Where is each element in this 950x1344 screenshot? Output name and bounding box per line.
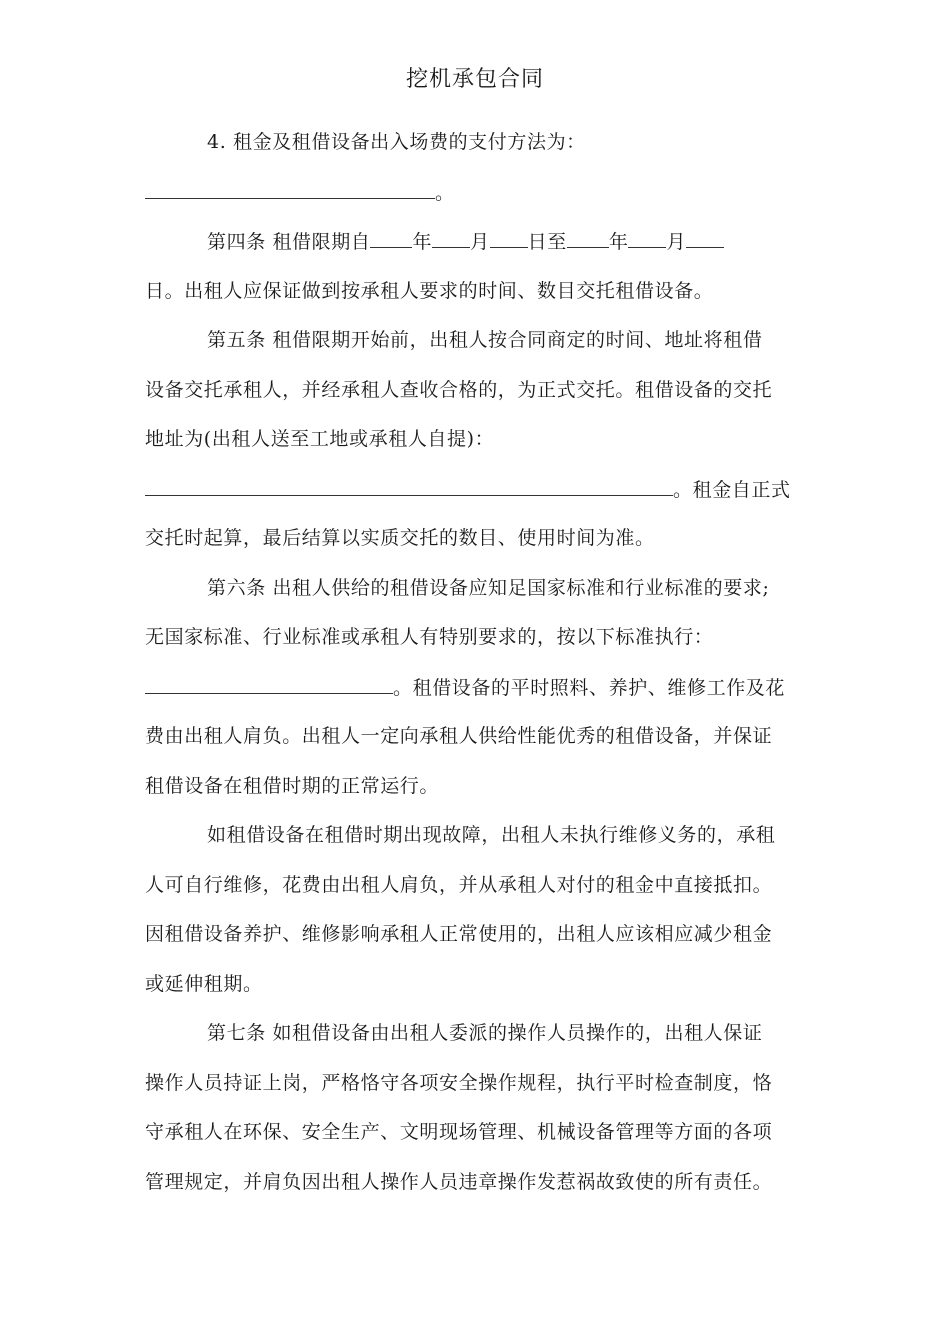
line-text: 月	[666, 230, 687, 253]
line-text: 第四条 租借限期自	[207, 230, 371, 253]
body-line	[145, 1167, 772, 1194]
line-text: 无国家标准、行业标准或承租人有特别要求的，按以下标准执行：	[145, 626, 714, 648]
body-line	[145, 622, 713, 649]
body-line	[145, 672, 785, 700]
fill-in-blank	[145, 177, 435, 199]
document-title: 挖机承包合同	[405, 67, 544, 92]
body-line	[145, 1068, 772, 1095]
line-text: 设备交托承租人，并经承租人查收合格的，为正式交托。租借设备的交托	[145, 379, 773, 401]
body-line	[207, 573, 769, 600]
line-text: 日至	[527, 230, 567, 253]
line-text: 管理规定，并肩负因出租人操作人员违章操作发惹祸故致使的所有责任。	[145, 1171, 773, 1193]
line-text: 日。出租人应保证做到按承租人要求的时间、数目交托租借设备。	[145, 280, 714, 302]
line-text: 第七条 如租借设备由出租人委派的操作人员操作的，出租人保证	[207, 1022, 763, 1044]
line-text: 第五条 租借限期开始前，出租人按合同商定的时间、地址将租借	[207, 329, 763, 351]
body-line	[145, 771, 439, 798]
line-text: 操作人员持证上岗，严格恪守各项安全操作规程，执行平时检查制度，恪	[145, 1072, 773, 1094]
fill-in-blank	[370, 226, 412, 248]
line-text: 4. 租金及租借设备出入场费的支付方法为：	[207, 131, 586, 153]
line-text: 守承租人在环保、安全生产、文明现场管理、机械设备管理等方面的各项	[145, 1121, 773, 1143]
body-line	[207, 127, 586, 154]
body-line	[145, 969, 263, 996]
line-text: 交托时起算，最后结算以实质交托的数目、使用时间为准。	[145, 527, 655, 549]
line-text: 年	[412, 230, 433, 253]
line-text: 或延伸租期。	[145, 973, 263, 995]
body-line	[145, 177, 455, 205]
body-line	[145, 523, 655, 550]
body-line	[145, 919, 772, 946]
line-text: 租借设备在租借时期的正常运行。	[145, 775, 440, 797]
body-line	[145, 424, 494, 451]
line-text: 如租借设备在租借时期出现故障，出租人未执行维修义务的，承租	[207, 824, 776, 846]
line-text: 。	[435, 181, 455, 204]
body-line	[145, 870, 772, 897]
line-text: 。租金自正式	[673, 478, 791, 501]
line-text: 人可自行维修，花费由出租人肩负，并从承租人对付的租金中直接抵扣。	[145, 874, 773, 896]
body-line	[145, 375, 772, 402]
body-line	[207, 1018, 762, 1045]
line-text: 因租借设备养护、维修影响承租人正常使用的，出租人应该相应减少租金	[145, 923, 773, 945]
line-text: 年	[608, 230, 629, 253]
body-line	[145, 474, 791, 502]
fill-in-blank	[628, 226, 666, 248]
line-text: 第六条 出租人供给的租借设备应知足国家标准和行业标准的要求;	[207, 577, 770, 599]
line-text: 。租借设备的平时照料、养护、维修工作及花	[393, 676, 786, 699]
line-text: 费由出租人肩负。出租人一定向承租人供给性能优秀的租借设备，并保证	[145, 725, 773, 747]
fill-in-blank	[145, 672, 393, 694]
line-text: 月	[470, 230, 490, 253]
fill-in-blank	[490, 226, 528, 248]
body-line	[145, 721, 772, 748]
line-text: 地址为(出租人送至工地或承租人自提)：	[145, 428, 495, 450]
body-line	[207, 226, 724, 254]
body-line	[207, 325, 762, 352]
fill-in-blank	[432, 226, 470, 248]
body-line	[207, 820, 775, 847]
fill-in-blank	[567, 226, 609, 248]
body-line	[145, 1117, 772, 1144]
fill-in-blank	[686, 226, 724, 248]
fill-in-blank	[145, 474, 673, 496]
body-line	[145, 276, 713, 303]
